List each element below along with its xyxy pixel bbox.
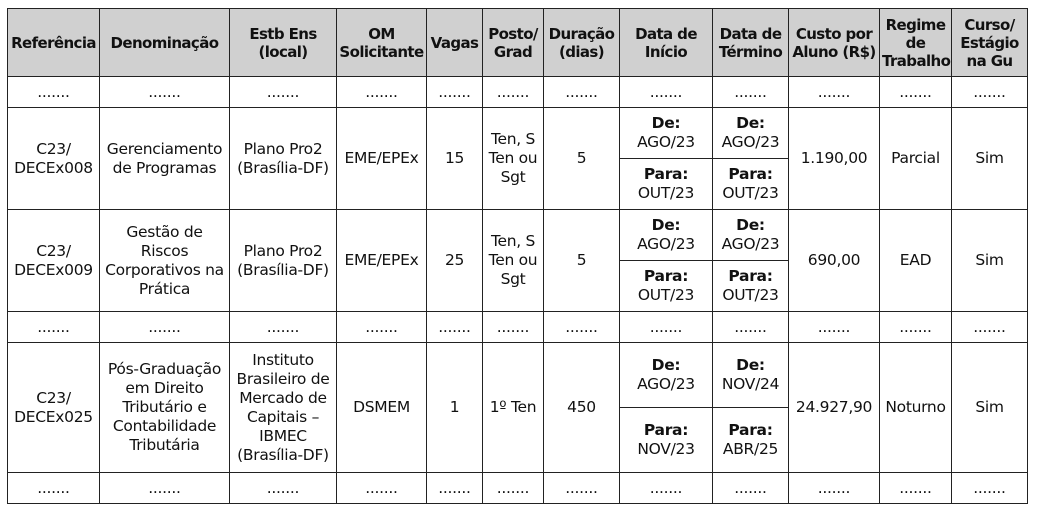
regime-cell: EAD	[880, 210, 952, 312]
gu-cell: Sim	[952, 343, 1028, 473]
placeholder-cell: .......	[483, 312, 544, 343]
gu-cell: Sim	[952, 210, 1028, 312]
placeholder-cell: .......	[230, 77, 337, 108]
ref-cell: C23/ DECEx008	[8, 108, 100, 210]
to-label: Para:	[728, 421, 773, 439]
vagas-cell: 1	[427, 343, 483, 473]
om-cell: EME/EPEx	[337, 210, 427, 312]
end-from-cell	[713, 210, 789, 261]
placeholder-cell: .......	[483, 77, 544, 108]
duracao-cell: 5	[544, 108, 620, 210]
end-to-value: OUT/23	[722, 286, 779, 304]
placeholder-cell: .......	[337, 77, 427, 108]
header-posto-grad: Posto/ Grad	[483, 9, 544, 77]
placeholder-cell: .......	[880, 473, 952, 504]
end-to-value: ABR/25	[722, 440, 779, 458]
placeholder-cell: .......	[713, 312, 789, 343]
posto-cell: Ten, S Ten ou Sgt	[483, 210, 544, 312]
name-cell: Pós-Graduação em Direito Tributário e Contabilidade Tributária	[100, 343, 230, 473]
placeholder-cell: .......	[544, 312, 620, 343]
to-label: Para:	[643, 165, 689, 183]
placeholder-cell: .......	[100, 312, 230, 343]
header-estb-ens: Estb Ens (local)	[230, 9, 337, 77]
cost-cell: 24.927,90	[789, 343, 880, 473]
duracao-cell: 5	[544, 210, 620, 312]
header-data-inicio: Data de Início	[620, 9, 713, 77]
posto-cell: 1º Ten	[483, 343, 544, 473]
header-data-termino: Data de Término	[713, 9, 789, 77]
course-row	[8, 343, 1028, 408]
placeholder-cell: .......	[620, 312, 713, 343]
posto-cell: Ten, S Ten ou Sgt	[483, 108, 544, 210]
header-curso-gu: Curso/ Estágio na Gu	[952, 9, 1028, 77]
header-vagas: Vagas	[427, 9, 483, 77]
to-label: Para:	[643, 267, 689, 285]
cost-cell: 690,00	[789, 210, 880, 312]
header-custo: Custo por Aluno (R$)	[789, 9, 880, 77]
end-from-value: NOV/24	[721, 375, 780, 393]
from-label: De:	[736, 114, 765, 132]
to-label: Para:	[728, 267, 773, 285]
placeholder-cell: .......	[544, 77, 620, 108]
gu-cell: Sim	[952, 108, 1028, 210]
placeholder-cell: .......	[337, 473, 427, 504]
om-cell: EME/EPEx	[337, 108, 427, 210]
end-from-value: AGO/23	[721, 133, 780, 151]
placeholder-cell: .......	[100, 77, 230, 108]
placeholder-cell: .......	[8, 473, 100, 504]
placeholder-cell: .......	[952, 473, 1028, 504]
header-om-solicitante: OM Solicitante	[337, 9, 427, 77]
from-label: De:	[651, 356, 681, 374]
start-from-cell	[620, 210, 713, 261]
from-label: De:	[736, 216, 765, 234]
placeholder-cell: .......	[337, 312, 427, 343]
end-to-cell	[713, 408, 789, 473]
placeholder-cell: .......	[427, 77, 483, 108]
from-label: De:	[736, 356, 765, 374]
start-to-value: OUT/23	[637, 184, 695, 202]
placeholder-cell: .......	[100, 473, 230, 504]
from-label: De:	[651, 216, 681, 234]
start-from-value: AGO/23	[637, 375, 695, 393]
end-from-cell	[713, 343, 789, 408]
placeholder-cell: .......	[880, 77, 952, 108]
name-cell: Gestão de Riscos Corporativos na Prática	[100, 210, 230, 312]
vagas-cell: 15	[427, 108, 483, 210]
placeholder-cell: .......	[8, 77, 100, 108]
courses-table	[7, 8, 1028, 504]
placeholder-cell: .......	[483, 473, 544, 504]
placeholder-cell: .......	[789, 77, 880, 108]
cost-cell: 1.190,00	[789, 108, 880, 210]
to-label: Para:	[643, 421, 689, 439]
end-to-value: OUT/23	[722, 184, 779, 202]
start-to-cell	[620, 159, 713, 210]
header-regime: Regime de Trabalho	[880, 9, 952, 77]
placeholder-cell: .......	[713, 473, 789, 504]
start-to-cell	[620, 261, 713, 312]
header-referencia: Referência	[8, 9, 100, 77]
placeholder-row	[8, 473, 1028, 504]
placeholder-cell: .......	[789, 312, 880, 343]
header-denominacao: Denominação	[100, 9, 230, 77]
placeholder-cell: .......	[427, 312, 483, 343]
end-to-cell	[713, 159, 789, 210]
placeholder-cell: .......	[952, 312, 1028, 343]
school-cell: Plano Pro2 (Brasília-DF)	[230, 108, 337, 210]
placeholder-cell: .......	[620, 77, 713, 108]
end-from-cell	[713, 108, 789, 159]
placeholder-cell: .......	[789, 473, 880, 504]
regime-cell: Parcial	[880, 108, 952, 210]
start-from-value: AGO/23	[637, 133, 695, 151]
placeholder-cell: .......	[713, 77, 789, 108]
end-from-value: AGO/23	[721, 235, 780, 253]
school-cell: Instituto Brasileiro de Mercado de Capitais – IBMEC (Brasília-DF)	[230, 343, 337, 473]
start-from-value: AGO/23	[637, 235, 695, 253]
placeholder-cell: .......	[952, 77, 1028, 108]
placeholder-cell: .......	[230, 312, 337, 343]
start-to-cell	[620, 408, 713, 473]
name-cell: Gerenciamento de Programas	[100, 108, 230, 210]
ref-cell: C23/ DECEx025	[8, 343, 100, 473]
vagas-cell: 25	[427, 210, 483, 312]
start-to-value: OUT/23	[637, 286, 695, 304]
start-from-cell	[620, 108, 713, 159]
placeholder-cell: .......	[230, 473, 337, 504]
placeholder-cell: .......	[427, 473, 483, 504]
course-row	[8, 210, 1028, 261]
placeholder-cell: .......	[880, 312, 952, 343]
header-row	[8, 9, 1028, 77]
start-from-cell	[620, 343, 713, 408]
regime-cell: Noturno	[880, 343, 952, 473]
from-label: De:	[651, 114, 681, 132]
placeholder-row	[8, 312, 1028, 343]
duracao-cell: 450	[544, 343, 620, 473]
placeholder-cell: .......	[544, 473, 620, 504]
start-to-value: NOV/23	[637, 440, 695, 458]
placeholder-cell: .......	[620, 473, 713, 504]
end-to-cell	[713, 261, 789, 312]
course-row	[8, 108, 1028, 159]
header-duracao: Duração (dias)	[544, 9, 620, 77]
om-cell: DSMEM	[337, 343, 427, 473]
placeholder-cell: .......	[8, 312, 100, 343]
to-label: Para:	[728, 165, 773, 183]
ref-cell: C23/ DECEx009	[8, 210, 100, 312]
school-cell: Plano Pro2 (Brasília-DF)	[230, 210, 337, 312]
placeholder-row	[8, 77, 1028, 108]
